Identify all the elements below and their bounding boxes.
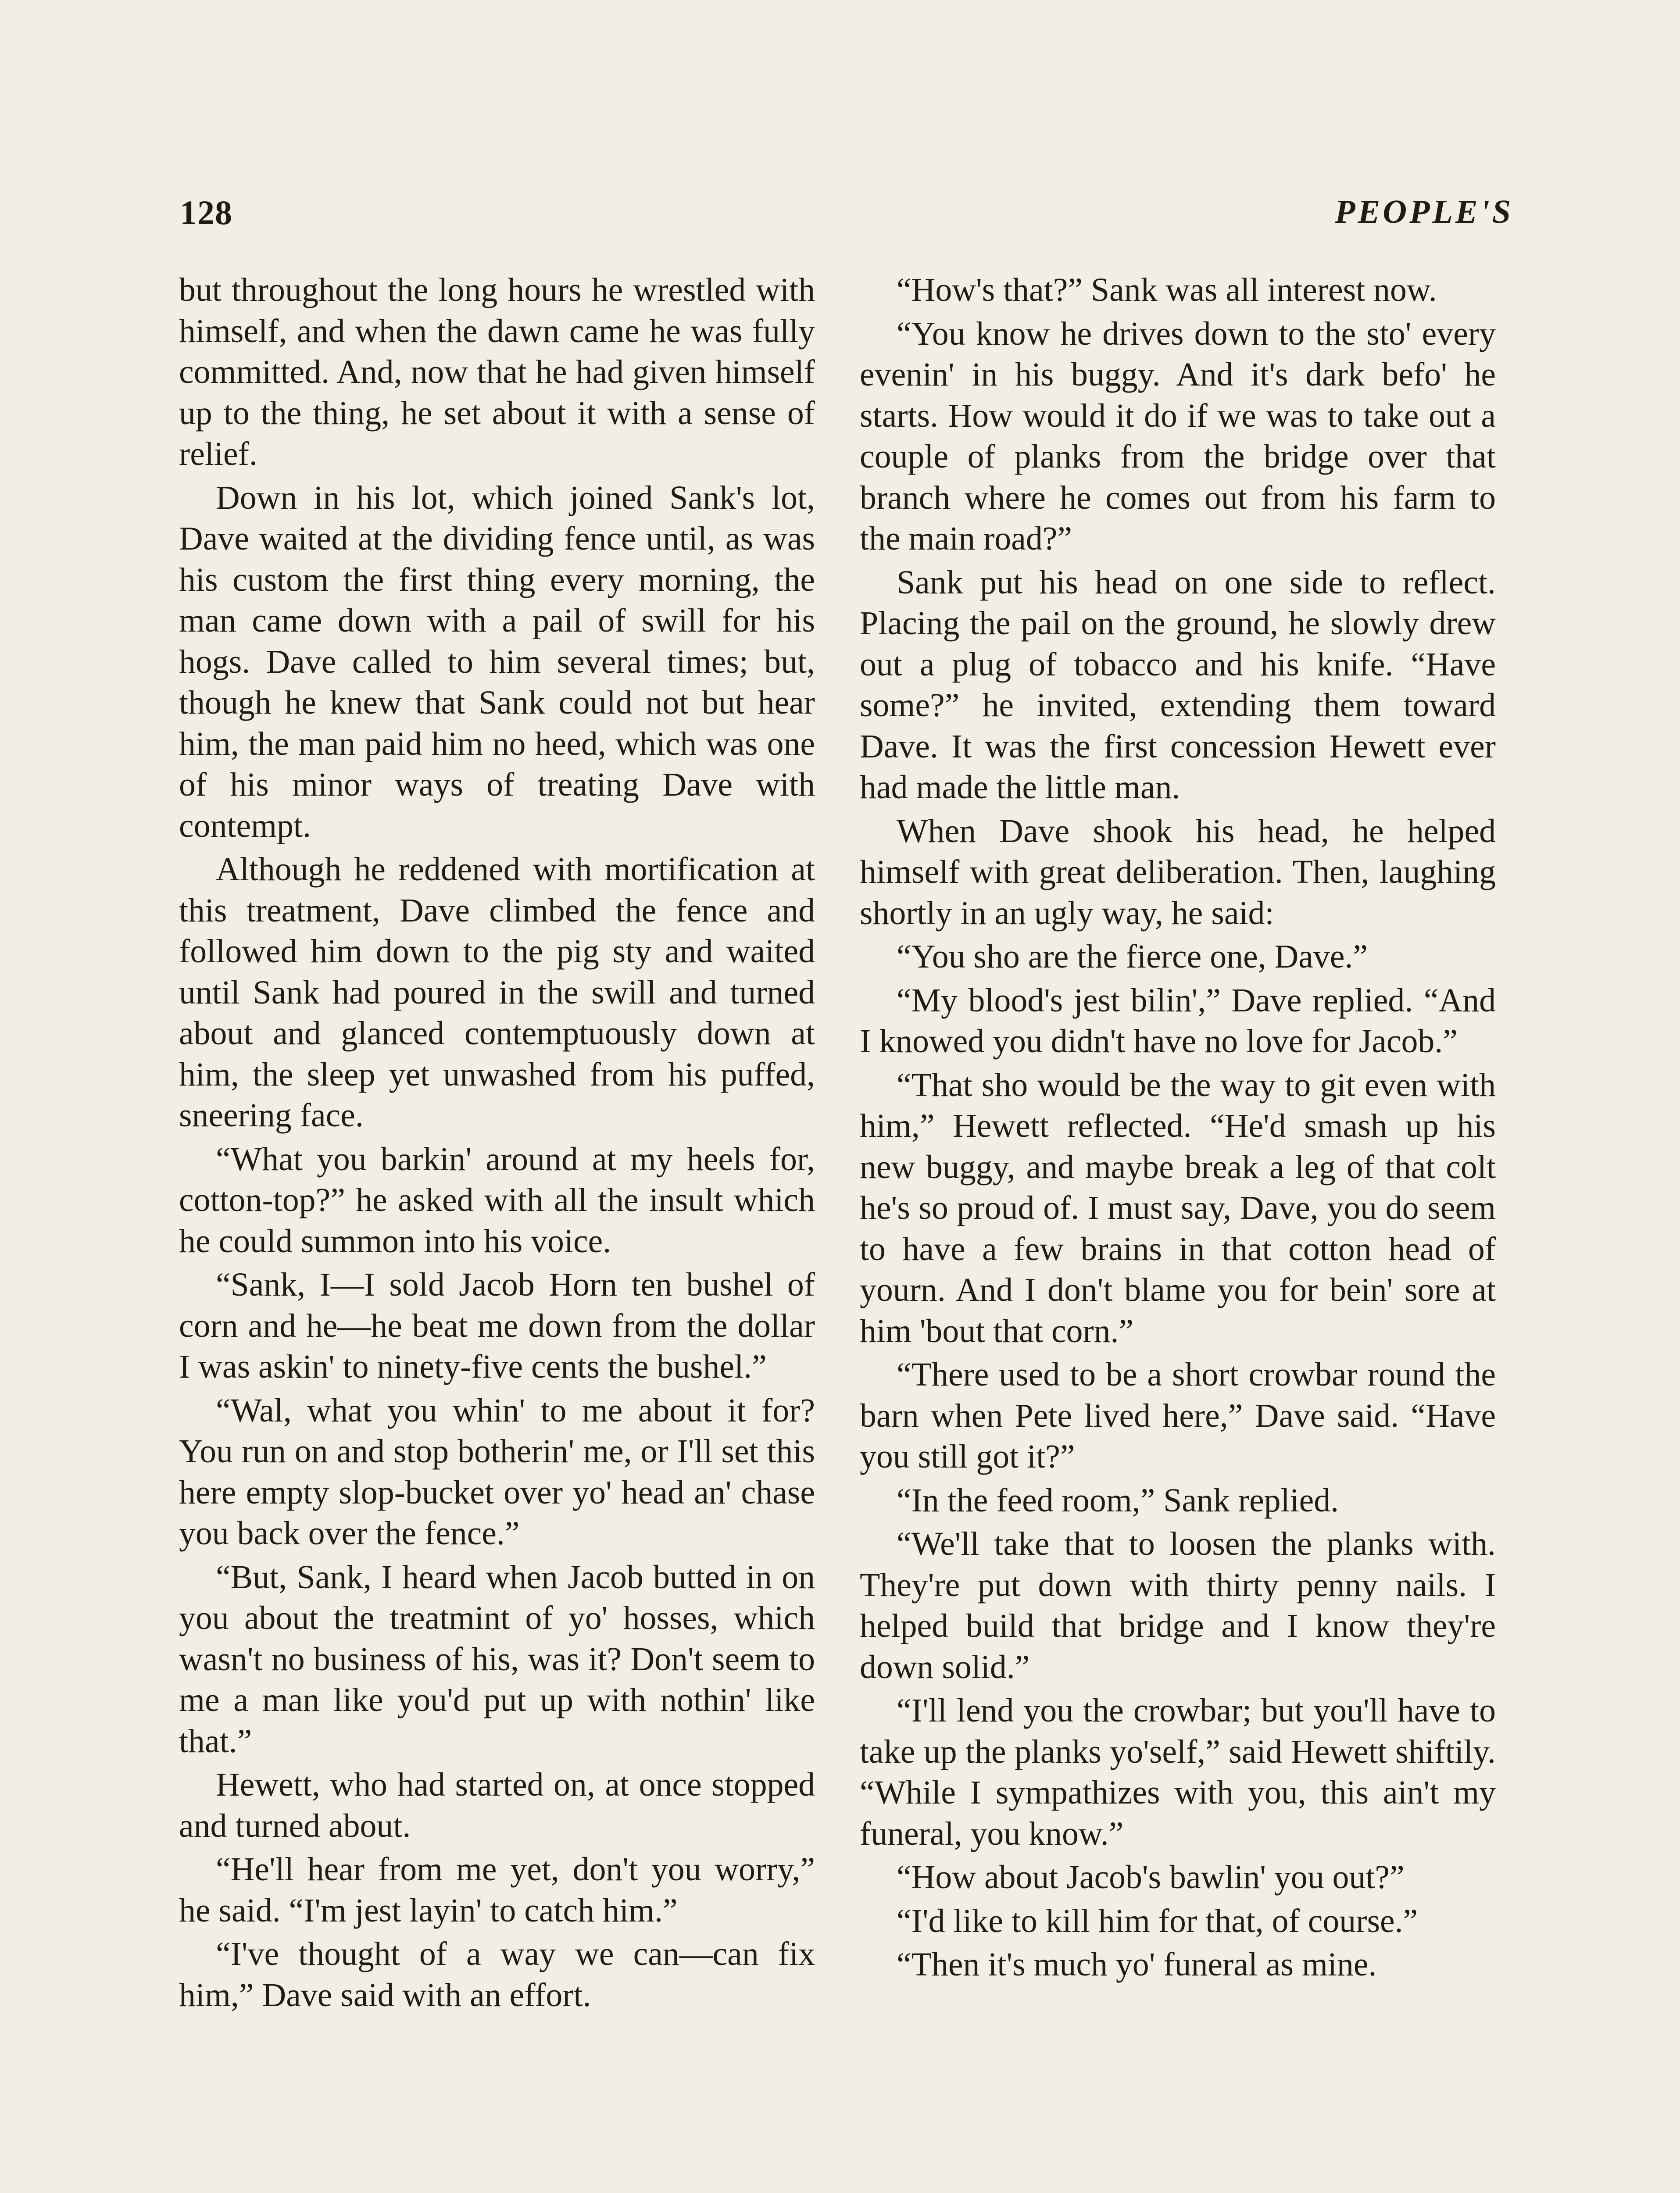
paragraph: “How about Jacob's bawlin' you out?” xyxy=(897,1859,1405,1896)
paragraph: “I'll lend you the crowbar; but you'll have to take up the planks yo'self,” said Hewett shiftily. “While I sympathizes with you, this ain't my funeral, you know.” xyxy=(860,1692,1496,1852)
paragraph: “But, Sank, I heard when Jacob butted in on you about the treatmint of yo' hosses, which wasn't no business of his, was it? Don't seem to me a man like you'd put up with nothin' like that.” xyxy=(179,1558,815,1760)
paragraph: “How's that?” Sank was all interest now. xyxy=(897,271,1437,308)
paragraph: “We'll take that to loosen the planks with. They're put down with thirty penny nails. I helped build that bridge and I know they're down solid.” xyxy=(860,1525,1496,1686)
paragraph: “My blood's jest bilin',” Dave replied. “And I knowed you didn't have no love for Jacob.” xyxy=(860,982,1496,1060)
paragraph: Hewett, who had started on, at once stopped and turned about. xyxy=(179,1766,815,1844)
paragraph: Down in his lot, which joined Sank's lot, Dave waited at the dividing fence until, as was his custom the first thing every morning, the man came down with a pail of swill for his hogs. Dave called to him several times; but, though he knew that Sank could not but hear him, the man paid him no heed, which was one of his minor ways of treating Dave with contempt. xyxy=(179,479,815,844)
paragraph: “There used to be a short crowbar round the barn when Pete lived here,” Dave said. “Have you still got it?” xyxy=(860,1356,1496,1475)
paragraph: “Wal, what you whin' to me about it for? You run on and stop botherin' me, or I'll set this here empty slop-bucket over yo' head an' chase you back over the fence.” xyxy=(179,1392,815,1552)
paragraph: “He'll hear from me yet, don't you worry,” he said. “I'm jest layin' to catch him.” xyxy=(179,1851,815,1929)
paragraph: “Sank, I—I sold Jacob Horn ten bushel of corn and he—he beat me down from the dollar I was askin' to ninety-five cents the bushel.” xyxy=(179,1266,815,1385)
paragraph: but throughout the long hours he wrestled with himself, and when the dawn came he was fully committed. And, now that he had given himself up to the thing, he set about it with a sense of relief. xyxy=(179,271,815,472)
paragraph: “That sho would be the way to git even with him,” Hewett reflected. “He'd smash up his new buggy, and maybe break a leg of that colt he's so proud of. I must say, Dave, you do seem to have a few brains in that cotton head of yourn. And I don't blame you for bein' sore at him 'bout that corn.” xyxy=(860,1066,1496,1350)
paragraph: “You know he drives down to the sto' every evenin' in his buggy. And it's dark befo' he starts. How would it do if we was to take out a couple of planks from the bridge over that branch where he comes out from his farm to the main road?” xyxy=(860,315,1496,557)
paragraph: “I'd like to kill him for that, of course.” xyxy=(897,1902,1418,1939)
page-number: 128 xyxy=(180,193,232,232)
paragraph: “In the feed room,” Sank replied. xyxy=(897,1482,1339,1519)
paragraph: “You sho are the fierce one, Dave.” xyxy=(897,938,1368,975)
paragraph: When Dave shook his head, he helped himself with great deliberation. Then, laughing shortly in an ugly way, he said: xyxy=(860,812,1496,932)
left-column xyxy=(179,270,815,2018)
paragraph: “I've thought of a way we can—can fix him,” Dave said with an effort. xyxy=(179,1936,815,2014)
right-column xyxy=(860,270,1496,1988)
running-head: PEOPLE'S xyxy=(1335,193,1513,230)
paragraph: Although he reddened with mortification at this treatment, Dave climbed the fence and followed him down to the pig sty and waited until Sank had poured in the swill and turned about and glanced contemptuously down at him, the sleep yet unwashed from his puffed, sneering face. xyxy=(179,851,815,1134)
paragraph: “Then it's much yo' funeral as mine. xyxy=(897,1946,1377,1983)
paragraph: Sank put his head on one side to reflect. Placing the pail on the ground, he slowly drew out a plug of tobacco and his knife. “Have some?” he invited, extending them toward Dave. It was the first concession Hewett ever had made the little man. xyxy=(860,564,1496,806)
paragraph: “What you barkin' around at my heels for, cotton-top?” he asked with all the insult which he could summon into his voice. xyxy=(179,1140,815,1260)
